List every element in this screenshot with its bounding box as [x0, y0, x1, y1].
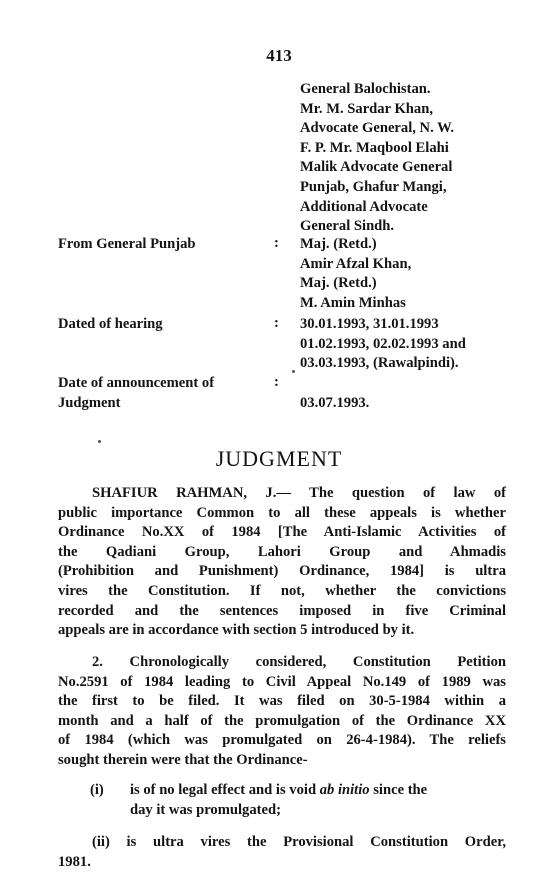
list-item-number: (i)	[90, 782, 104, 798]
paragraph-line: No.2591 of 1984 leading to Civil Appeal No.149 of 1989 was	[58, 673, 506, 690]
hearing-line: 30.01.1993, 31.01.1993	[300, 316, 439, 332]
paragraph-line: 2. Chronologically considered, Constitution Petition	[92, 654, 506, 670]
paragraph-line: the first to be filed. It was filed on 30-5-1984 within a	[58, 693, 506, 710]
list-item-line: 1981.	[58, 853, 91, 870]
counsel-line: Malik Advocate General	[300, 159, 453, 176]
announcement-label-line: Judgment	[58, 394, 121, 411]
paragraph-line: public importance Common to all these appeals is whether	[58, 504, 506, 521]
list-item-text-part: since the	[369, 782, 428, 798]
from-line: Maj. (Retd.)	[300, 275, 377, 292]
list-item-text-part: is of no legal effect and is void	[130, 782, 320, 798]
from-line: M. Amin Minhas	[300, 294, 406, 311]
paragraph-line: the Qadiani Group, Lahori Group and Ahmadis	[58, 543, 506, 560]
paragraph-line: vires the Constitution. If not, whether the convictions	[58, 582, 506, 599]
counsel-line: Mr. M. Sardar Khan,	[300, 100, 433, 117]
from-colon: :	[274, 235, 279, 251]
counsel-line: General Sindh.	[300, 218, 395, 235]
paragraph-line: month and a half of the promulgation of the Ordinance XX	[58, 712, 506, 729]
speck-mark	[292, 370, 295, 373]
list-item-line	[130, 781, 508, 801]
latin-phrase: ab initio	[319, 782, 370, 798]
hearing-label: Dated of hearing	[58, 316, 163, 332]
paragraph-line: recorded and the sentences imposed in five Criminal	[58, 602, 506, 619]
hearing-colon: :	[274, 315, 279, 331]
counsel-line: Advocate General, N. W.	[300, 120, 455, 137]
counsel-line: General Balochistan.	[300, 81, 431, 97]
from-line: Maj. (Retd.)	[300, 236, 377, 252]
from-line: Amir Afzal Khan,	[300, 255, 412, 272]
list-item-2	[58, 833, 506, 872]
from-label: From General Punjab	[58, 236, 196, 252]
list-item-line: day it was promulgated;	[130, 801, 281, 818]
paragraph-line: sought therein were that the Ordinance-	[58, 751, 308, 768]
counsel-line: Additional Advocate	[300, 198, 428, 215]
paragraph-line: appeals are in accordance with section 5 introduced by it.	[58, 622, 415, 639]
list-item-line: (ii) is ultra vires the Provisional Constitution Order,	[92, 834, 506, 850]
hearing-line: 01.02.1993, 02.02.1993 and	[300, 335, 466, 352]
hearing-value	[300, 315, 466, 374]
paragraph-line: (Prohibition and Punishment) Ordinance, 1984] is ultra	[58, 563, 506, 580]
speck-mark	[98, 440, 101, 443]
announcement-label-line: Date of announcement of	[58, 375, 215, 391]
hearing-line: 03.03.1993, (Rawalpindi).	[300, 355, 459, 372]
paragraph-line: SHAFIUR RAHMAN, J.— The question of law of	[92, 485, 506, 501]
paragraph-1	[58, 484, 506, 641]
counsel-list	[300, 80, 454, 237]
announcement-colon: :	[274, 374, 279, 390]
paragraph-line: of 1984 (which was promulgated on 26-4-1984). The reliefs	[58, 732, 506, 749]
list-item-text	[130, 781, 508, 820]
paragraph-2	[58, 653, 506, 771]
page-number: 413	[266, 46, 292, 65]
from-value	[300, 235, 411, 313]
announcement-value: 03.07.1993.	[300, 395, 370, 411]
counsel-line: F. P. Mr. Maqbool Elahi	[300, 139, 449, 156]
judgment-heading: JUDGMENT	[215, 446, 343, 471]
counsel-line: Punjab, Ghafur Mangi,	[300, 178, 447, 195]
announcement-label	[58, 374, 214, 413]
paragraph-line: Ordinance No.XX of 1984 [The Anti-Islamic Activities of	[58, 524, 506, 541]
